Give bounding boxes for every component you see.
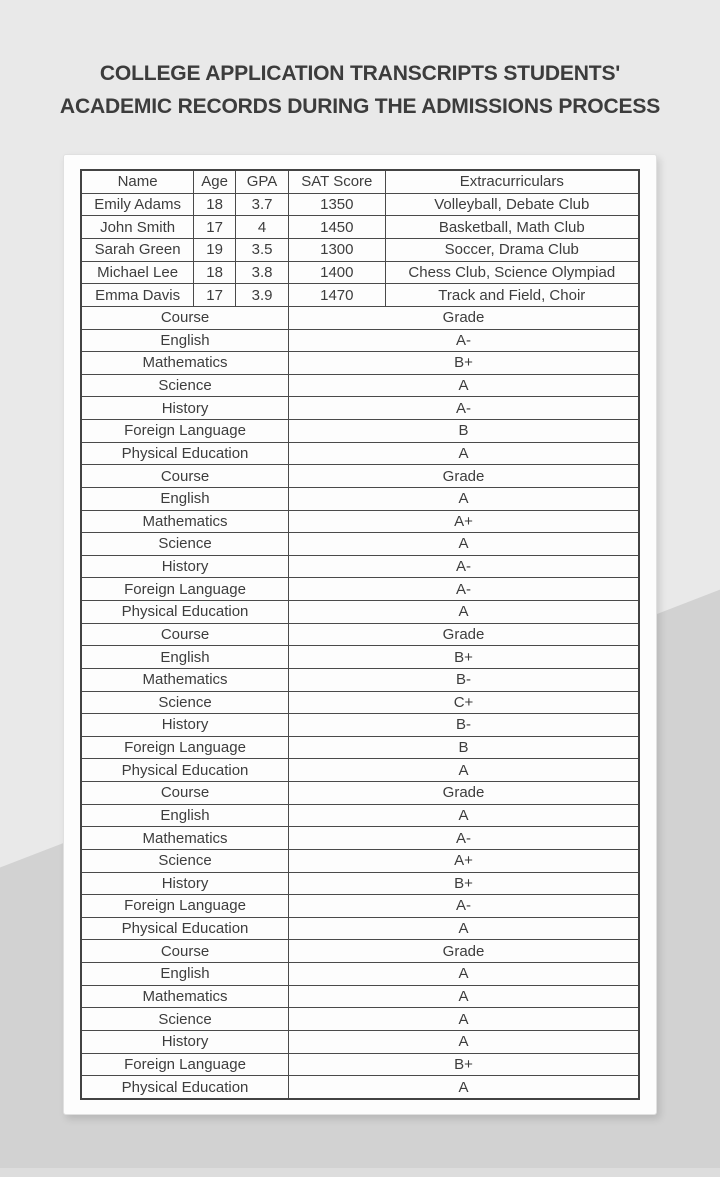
transcript-table [80,169,640,1100]
student-cell-name: Emma Davis [81,284,194,307]
grade-cell: B [289,736,639,759]
transcript-card [63,154,657,1115]
course-header-cell: Course [81,782,289,805]
grade-cell: A+ [289,510,639,533]
course-header-cell: Course [81,465,289,488]
grade-cell: A- [289,827,639,850]
student-row [81,193,639,216]
course-name-cell: Foreign Language [81,578,289,601]
course-row-section-1 [81,397,639,420]
course-name-cell: Mathematics [81,510,289,533]
grade-cell: A [289,374,639,397]
course-header-row-section-1 [81,306,639,329]
grade-cell: A [289,963,639,986]
course-row-section-2 [81,487,639,510]
grade-cell: B- [289,714,639,737]
course-row-section-2 [81,578,639,601]
course-row-section-2 [81,510,639,533]
course-row-section-1 [81,420,639,443]
course-row-section-1 [81,352,639,375]
grade-cell: A [289,985,639,1008]
course-header-row-section-3 [81,623,639,646]
course-name-cell: Physical Education [81,1076,289,1099]
course-name-cell: English [81,804,289,827]
course-row-section-3 [81,668,639,691]
course-name-cell: Physical Education [81,759,289,782]
student-cell-sat-score: 1450 [289,216,386,239]
student-cell-age: 17 [194,216,236,239]
course-row-section-3 [81,759,639,782]
course-name-cell: Mathematics [81,827,289,850]
course-header-row-section-5 [81,940,639,963]
course-header-row-section-2 [81,465,639,488]
student-cell-gpa: 3.5 [236,239,289,262]
grade-cell: A- [289,578,639,601]
student-cell-age: 18 [194,193,236,216]
course-name-cell: Mathematics [81,352,289,375]
grade-header-cell: Grade [289,306,639,329]
grade-cell: A [289,804,639,827]
course-header-cell: Course [81,306,289,329]
student-cell-extracurriculars: Soccer, Drama Club [385,239,639,262]
course-name-cell: Mathematics [81,985,289,1008]
student-cell-age: 18 [194,261,236,284]
student-cell-gpa: 4 [236,216,289,239]
student-header-row [81,170,639,193]
course-row-section-3 [81,714,639,737]
course-row-section-5 [81,963,639,986]
course-name-cell: Foreign Language [81,895,289,918]
grade-cell: B+ [289,1053,639,1076]
student-row [81,284,639,307]
course-row-section-2 [81,533,639,556]
grade-header-cell: Grade [289,782,639,805]
grade-cell: B [289,420,639,443]
grade-cell: A- [289,895,639,918]
grade-header-cell: Grade [289,940,639,963]
student-row [81,239,639,262]
student-cell-name: Emily Adams [81,193,194,216]
course-name-cell: Science [81,849,289,872]
grade-cell: C+ [289,691,639,714]
course-name-cell: Foreign Language [81,736,289,759]
student-cell-extracurriculars: Track and Field, Choir [385,284,639,307]
grade-cell: B+ [289,352,639,375]
grade-cell: A [289,1008,639,1031]
course-row-section-3 [81,691,639,714]
student-cell-age: 19 [194,239,236,262]
course-row-section-4 [81,827,639,850]
student-column-header: GPA [236,170,289,193]
grade-cell: A [289,487,639,510]
grade-header-cell: Grade [289,465,639,488]
student-cell-extracurriculars: Chess Club, Science Olympiad [385,261,639,284]
course-name-cell: Science [81,374,289,397]
grade-cell: B+ [289,872,639,895]
course-name-cell: History [81,714,289,737]
student-cell-extracurriculars: Volleyball, Debate Club [385,193,639,216]
page-title-line-2: ACADEMIC RECORDS DURING THE ADMISSIONS PROCESS [59,94,661,118]
student-column-header: SAT Score [289,170,386,193]
course-row-section-1 [81,442,639,465]
student-cell-sat-score: 1350 [289,193,386,216]
course-row-section-2 [81,555,639,578]
course-row-section-5 [81,1008,639,1031]
student-cell-gpa: 3.8 [236,261,289,284]
grade-cell: A [289,1030,639,1053]
course-name-cell: Physical Education [81,442,289,465]
student-cell-name: John Smith [81,216,194,239]
course-row-section-4 [81,804,639,827]
student-cell-name: Sarah Green [81,239,194,262]
course-row-section-4 [81,849,639,872]
course-name-cell: History [81,555,289,578]
student-cell-gpa: 3.7 [236,193,289,216]
background-bottom-strip [0,1168,720,1177]
student-cell-name: Michael Lee [81,261,194,284]
course-name-cell: History [81,397,289,420]
grade-cell: A [289,1076,639,1099]
course-name-cell: Mathematics [81,668,289,691]
student-cell-sat-score: 1300 [289,239,386,262]
student-column-header: Name [81,170,194,193]
course-name-cell: Physical Education [81,917,289,940]
grade-cell: A [289,917,639,940]
grade-cell: A [289,533,639,556]
course-row-section-3 [81,646,639,669]
page-title-line-1: COLLEGE APPLICATION TRANSCRIPTS STUDENTS' [99,61,621,85]
course-row-section-3 [81,736,639,759]
student-column-header: Extracurriculars [385,170,639,193]
course-row-section-4 [81,917,639,940]
course-name-cell: History [81,1030,289,1053]
course-row-section-5 [81,1076,639,1099]
course-row-section-1 [81,329,639,352]
student-row [81,261,639,284]
grade-cell: A- [289,555,639,578]
course-name-cell: Science [81,691,289,714]
course-name-cell: Physical Education [81,601,289,624]
course-name-cell: Foreign Language [81,1053,289,1076]
course-name-cell: History [81,872,289,895]
grade-cell: A [289,601,639,624]
course-row-section-4 [81,872,639,895]
course-row-section-4 [81,895,639,918]
course-name-cell: Foreign Language [81,420,289,443]
course-name-cell: English [81,329,289,352]
course-name-cell: English [81,646,289,669]
course-header-cell: Course [81,623,289,646]
course-row-section-1 [81,374,639,397]
grade-cell: A [289,442,639,465]
student-cell-sat-score: 1470 [289,284,386,307]
grade-cell: B- [289,668,639,691]
student-cell-extracurriculars: Basketball, Math Club [385,216,639,239]
grade-cell: B+ [289,646,639,669]
student-cell-sat-score: 1400 [289,261,386,284]
course-row-section-5 [81,1030,639,1053]
student-column-header: Age [194,170,236,193]
course-row-section-5 [81,1053,639,1076]
course-name-cell: English [81,963,289,986]
course-name-cell: Science [81,533,289,556]
course-header-row-section-4 [81,782,639,805]
grade-cell: A [289,759,639,782]
grade-cell: A- [289,329,639,352]
course-name-cell: English [81,487,289,510]
grade-cell: A- [289,397,639,420]
course-row-section-2 [81,601,639,624]
course-header-cell: Course [81,940,289,963]
student-cell-age: 17 [194,284,236,307]
grade-header-cell: Grade [289,623,639,646]
student-cell-gpa: 3.9 [236,284,289,307]
grade-cell: A+ [289,849,639,872]
student-row [81,216,639,239]
page-title [7,57,713,123]
course-row-section-5 [81,985,639,1008]
course-name-cell: Science [81,1008,289,1031]
